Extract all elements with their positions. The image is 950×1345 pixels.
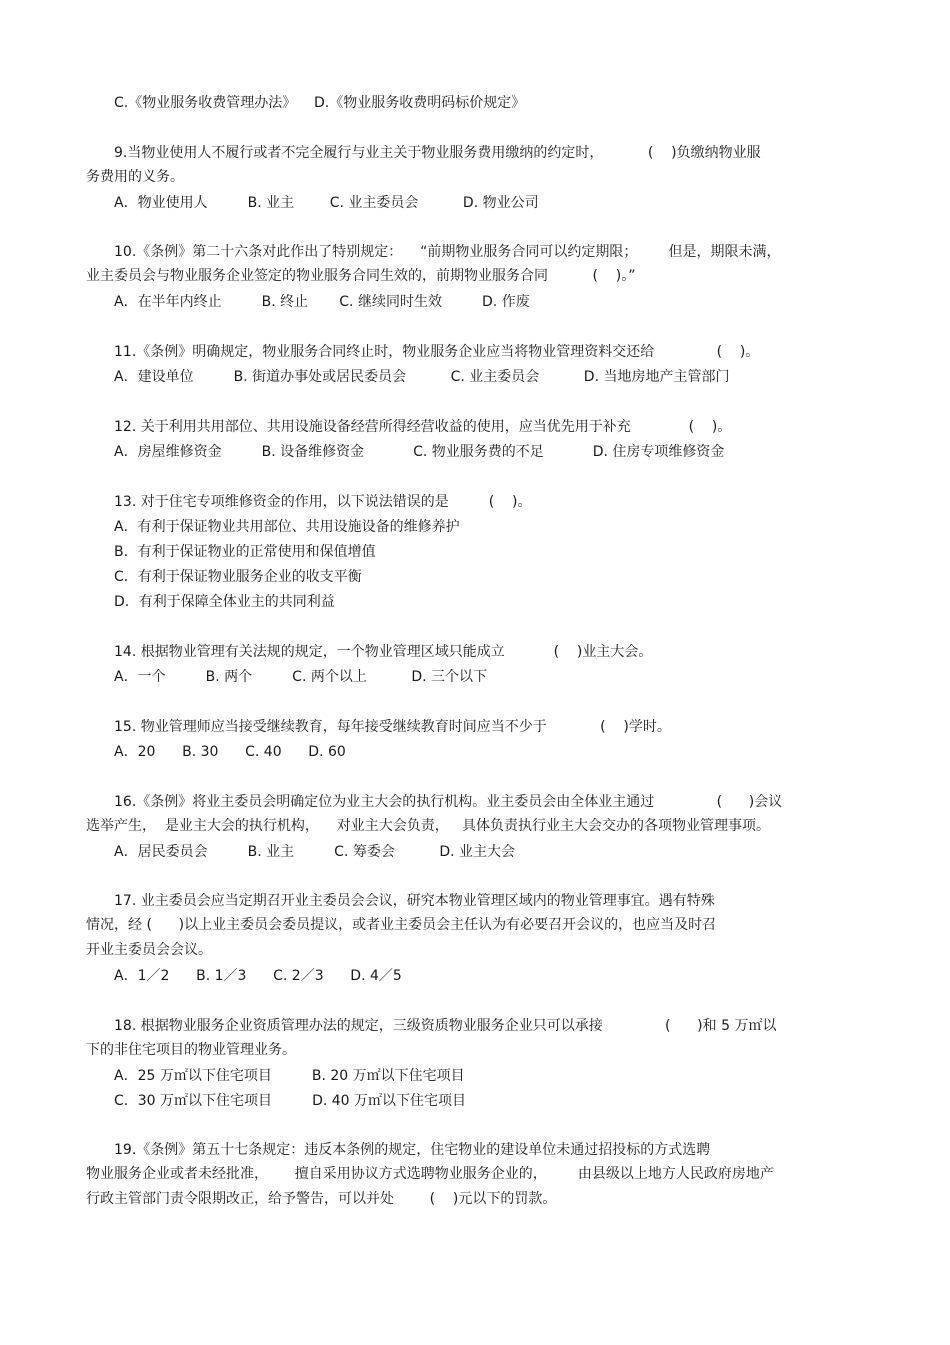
q18-stem-line2: 下的非住宅项目的物业管理业务。 (86, 1042, 296, 1058)
q19-stem-line3: 行政主管部门责令限期改正，给予警告，可以并处 ( )元以下的罚款。 (86, 1191, 557, 1207)
q18-stem-line1: 18. 根据物业服务企业资质管理办法的规定，三级资质物业服务企业只可以承接 ( )和 5 万㎡以 (114, 1018, 777, 1034)
q15-options: A．20 B. 30 C. 40 D. 60 (114, 744, 346, 760)
q14-options: A．一个 B. 两个 C. 两个以上 D. 三个以下 (114, 669, 488, 685)
q13-stem: 13. 对于住宅专项维修资金的作用，以下说法错误的是 ( )。 (114, 494, 532, 510)
q13-option-d: D．有利于保障全体业主的共同利益 (114, 594, 335, 610)
q11-stem: 11.《条例》明确规定，物业服务合同终止时，物业服务企业应当将物业管理资料交还给 ( )。 (114, 344, 760, 360)
q13-option-c: C．有利于保证物业服务企业的收支平衡 (114, 569, 362, 585)
q19-stem-line1: 19.《条例》第五十七条规定：违反本条例的规定，住宅物业的建设单位未通过招投标的方式选聘 (114, 1142, 711, 1158)
q12-stem: 12. 关于利用共用部位、共用设施设备经营所得经营收益的使用，应当优先用于补充 ( )。 (114, 419, 732, 435)
q17-stem-line2: 情况，经 ( )以上业主委员会委员提议，或者业主委员会主任认为有必要召开会议的，也应当及时召 (86, 917, 717, 933)
q15-stem: 15. 物业管理师应当接受继续教育，每年接受继续教育时间应当不少于 ( )学时。 (114, 719, 671, 735)
q11-options: A．建设单位 B. 街道办事处或居民委员会 C. 业主委员会 D. 当地房地产主管部门 (114, 369, 730, 385)
q16-options: A．居民委员会 B. 业主 C. 筹委会 D. 业主大会 (114, 844, 516, 860)
q9-options: A．物业使用人 B. 业主 C. 业主委员会 D. 物业公司 (114, 195, 539, 211)
q10-options: A．在半年内终止 B. 终止 C. 继续同时生效 D. 作废 (114, 294, 530, 310)
q17-options: A．1／2 B. 1／3 C. 2／3 D. 4／5 (114, 968, 402, 984)
q9-stem-line2: 务费用的义务。 (86, 169, 184, 185)
q12-options: A．房屋维修资金 B. 设备维修资金 C. 物业服务费的不足 D. 住房专项维修资金 (114, 444, 725, 460)
q19-stem-line2: 物业服务企业或者未经批准， 擅自采用协议方式选聘物业服务企业的， 由县级以上地方人民政府房地产 (86, 1166, 774, 1182)
q17-stem-line1: 17. 业主委员会应当定期召开业主委员会会议，研究本物业管理区域内的物业管理事宜。遇有特殊 (114, 893, 715, 909)
q10-stem-line2: 业主委员会与物业服务企业签定的物业服务合同生效的，前期物业服务合同 ( )。” (86, 268, 636, 284)
q10-stem-line1: 10.《条例》第二十六条对此作出了特别规定： “前期物业服务合同可以约定期限； 但是，期限未满， (114, 244, 781, 260)
q18-options-cd: C．30 万㎡以下住宅项目 D. 40 万㎡以下住宅项目 (114, 1093, 467, 1109)
q9-stem-line1: 9.当物业使用人不履行或者不完全履行与业主关于物业服务费用缴纳的约定时， ( )负缴纳物业服 (114, 145, 761, 161)
q14-stem: 14. 根据物业管理有关法规的规定，一个物业管理区域只能成立 ( )业主大会。 (114, 644, 653, 660)
q17-stem-line3: 开业主委员会会议。 (86, 942, 212, 958)
q8-options-cd: C.《物业服务收费管理办法》 D.《物业服务收费明码标价规定》 (114, 95, 526, 111)
q18-options-ab: A．25 万㎡以下住宅项目 B. 20 万㎡以下住宅项目 (114, 1068, 465, 1084)
q16-stem-line2: 选举产生， 是业主大会的执行机构， 对业主大会负责， 具体负责执行业主大会交办的各项物业管理事项。 (86, 818, 771, 834)
q13-option-b: B．有利于保证物业的正常使用和保值增值 (114, 544, 376, 560)
q13-option-a: A．有利于保证物业共用部位、共用设施设备的维修养护 (114, 519, 460, 535)
q16-stem-line1: 16.《条例》将业主委员会明确定位为业主大会的执行机构。业主委员会由全体业主通过 ( )会议 (114, 794, 783, 810)
